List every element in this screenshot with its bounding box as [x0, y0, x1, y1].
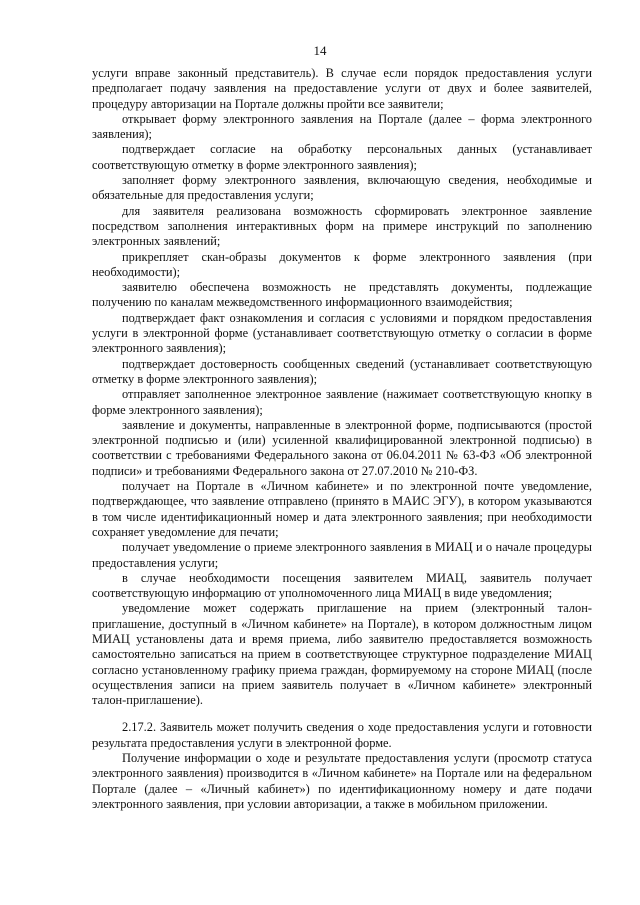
- paragraph-attach-scans: прикрепляет скан-образы документов к форме электронного заявления (при необходимости);: [92, 249, 592, 279]
- paragraph-notification: получает на Портале в «Личном кабинете» и по электронной почте уведомление, подтверждающее, что заявление отправлено (принято в МАИС ЭГУ), в котором указываются в том числе идентификационный номер и дата электронного заявления; при необходимости сохраняет уведомление для печати;: [92, 479, 592, 539]
- paragraph-invitation: уведомление может содержать приглашение на прием (электронный талон-приглашение, доступный в «Личном кабинете» на Портале), в котором должностным лицом МИАЦ установлены дата и время приема, либо заявителю предоставляется возможность самостоятельно записаться на прием в соответствующее структурное подразделение МИАЦ согласно установленному графику приема граждан, формируемому на стороне МИАЦ (после осуществления записи на прием заявитель получает в «Личном кабинете» электронный талон-приглашение).: [92, 601, 592, 708]
- paragraph-continuation: услуги вправе законный представитель). В случае если порядок предоставления услуги предполагает подачу заявления на предоставление услуги от двух и более заявителей, процедуру авторизации на Портале должны пройти все заявители;: [92, 66, 592, 111]
- paragraph-submit: отправляет заполненное электронное заявление (нажимает соответствующую кнопку в форме электронного заявления);: [92, 387, 592, 417]
- paragraph-status-info: Получение информации о ходе и результате предоставления услуги (просмотр статуса электронного заявления) производится в «Личном кабинете» на Портале или на федеральном Портале (далее – «Личный кабинет») по идентификационному номеру и дате подачи электронного заявления, при условии авторизации, а также в мобильном приложении.: [92, 751, 592, 811]
- document-body: [92, 66, 592, 812]
- paragraph-section-2-17-2: 2.17.2. Заявитель может получить сведения о ходе предоставления услуги и готовности результата предоставления услуги в электронной форме.: [92, 720, 592, 750]
- page-number: 14: [313, 43, 327, 58]
- paragraph-fill-form: заполняет форму электронного заявления, включающую сведения, необходимые и обязательные для предоставления услуги;: [92, 173, 592, 203]
- paragraph-visit-notice: в случае необходимости посещения заявителем МИАЦ, заявитель получает соответствующую информацию от уполномоченного лица МИАЦ в виде уведомления;: [92, 570, 592, 601]
- paragraph-consent: подтверждает согласие на обработку персональных данных (устанавливает соответствующую отметку в форме электронного заявления);: [92, 142, 592, 172]
- paragraph-confirm-accuracy: подтверждает достоверность сообщенных сведений (устанавливает соответствующую отметку в форме электронного заявления);: [92, 356, 592, 386]
- paragraph-receipt-notice: получает уведомление о приеме электронного заявления в МИАЦ и о начале процедуры предоставления услуги;: [92, 540, 592, 570]
- paragraph-interactive-forms: для заявителя реализована возможность сформировать электронное заявление посредством заполнения интерактивных форм на примере инструкций по заполнению электронных заявлений;: [92, 203, 592, 249]
- paragraph-open-form: открывает форму электронного заявления на Портале (далее – форма электронного заявления);: [92, 111, 592, 142]
- section-gap: [92, 708, 592, 720]
- paragraph-acknowledge-terms: подтверждает факт ознакомления и согласия с условиями и порядком предоставления услуги в электронной форме (устанавливает соответствующую отметку о согласии в форме электронного заявления);: [92, 310, 592, 356]
- paragraph-signature: заявление и документы, направленные в электронной форме, подписываются (простой электронной подписью и (или) усиленной квалифицированной электронной подписью) в соответствии с требованиями Федерального закона от 06.04.2011 № 63-ФЗ «Об электронной подписи» и требованиями Федерального закона от 27.07.2010 № 210-ФЗ.: [92, 417, 592, 478]
- paragraph-interagency: заявителю обеспечена возможность не представлять документы, подлежащие получению по каналам межведомственного информационного взаимодействия;: [92, 280, 592, 310]
